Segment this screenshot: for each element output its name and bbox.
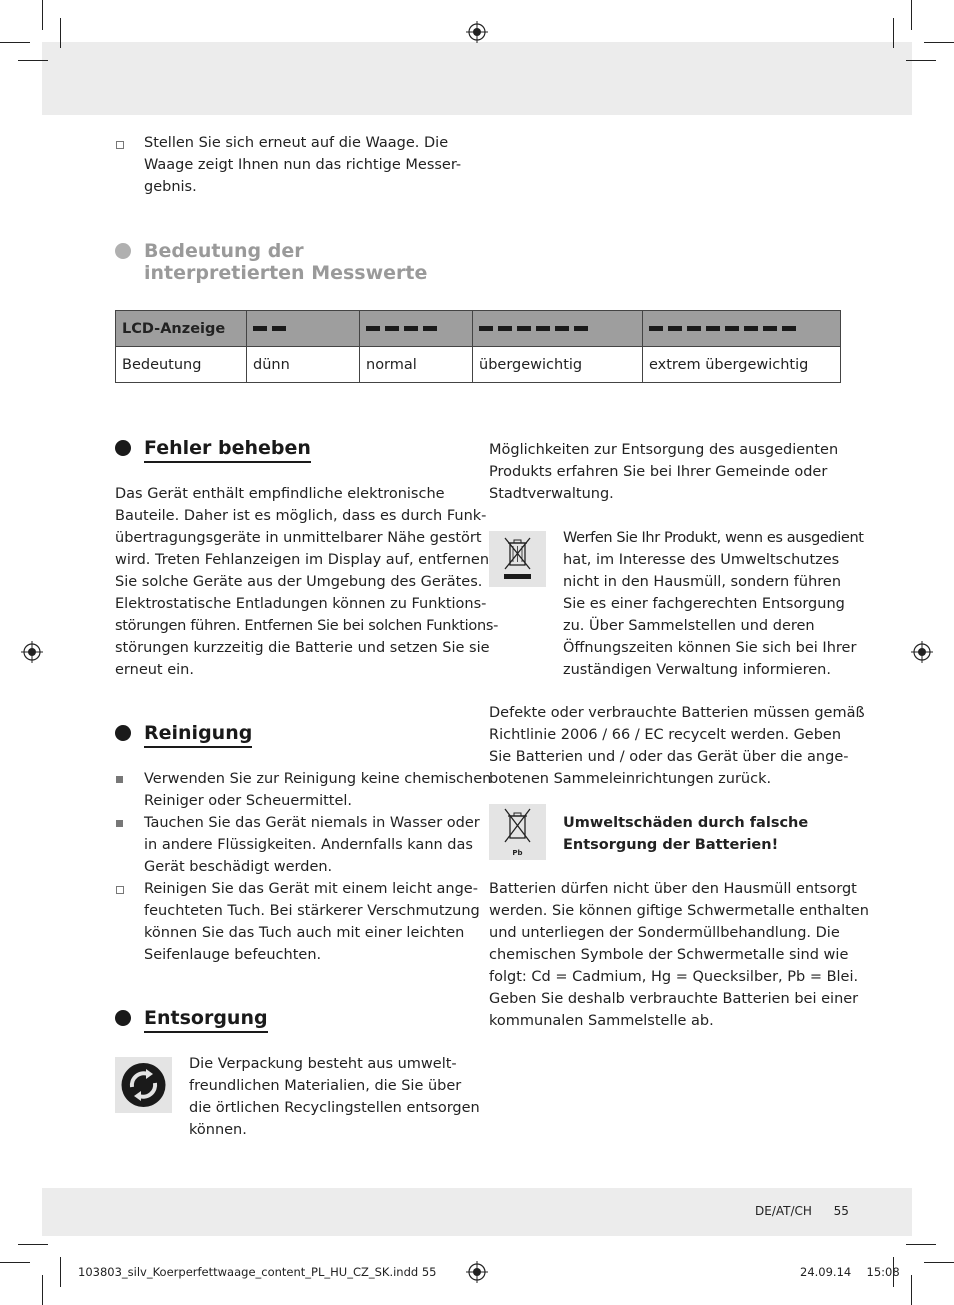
meaning-heading-line1: Bedeutung der: [144, 240, 304, 262]
cleaning-item-2: Tauchen Sie das Gerät niemals in Wasser oder in andere Flüssigkeiten. Andernfalls kann das Gerät beschädigt werden.: [144, 815, 480, 875]
battery-warning-text: Umweltschäden durch falsche Entsorgung der Batterien!: [563, 815, 809, 853]
header-band: [42, 42, 912, 115]
lcd-dashes-8: [643, 311, 841, 347]
registration-mark-bottom: [466, 1261, 488, 1283]
intro-item-text: Stellen Sie sich erneut auf die Waage. Die Waage zeigt Ihnen nun das richtige Messer- gebnis.: [144, 135, 462, 195]
errors-heading: Fehler beheben: [144, 436, 311, 463]
lcd-dashes-2: [247, 311, 360, 347]
registration-mark-top: [466, 21, 488, 43]
green-dot-recycling-icon: [115, 1057, 172, 1113]
lcd-segment-dash: [536, 326, 550, 331]
lcd-segment-dash: [555, 326, 569, 331]
lcd-segment-dash: [253, 326, 267, 331]
disposal-heading: Entsorgung: [144, 1006, 268, 1033]
lcd-value-row: [116, 347, 841, 383]
registration-mark-right: [911, 641, 933, 663]
filled-square-bullet-icon: [116, 820, 123, 827]
disposal-text: Die Verpackung besteht aus umwelt- freundlichen Materialien, die Sie über die örtlichen Recyclingstellen entsorgen können.: [189, 1056, 480, 1138]
battery-directive-text: Defekte oder verbrauchte Batterien müssen gemäß Richtlinie 2006 / 66 / EC recycelt werden. Geben Sie Batterien und / oder das Gerät über die ange- botenen Sammeleinrichtungen zurück.: [489, 705, 865, 787]
lcd-segment-dash: [706, 326, 720, 331]
lcd-segment-dash: [763, 326, 777, 331]
lcd-dashes-4: [360, 311, 473, 347]
lcd-segment-dash: [744, 326, 758, 331]
section-bullet-icon: [115, 1010, 131, 1026]
lcd-segment-dash: [649, 326, 663, 331]
section-bullet-icon: [115, 440, 131, 456]
lcd-segment-dash: [423, 326, 437, 331]
checkbox-bullet-icon: [116, 886, 124, 894]
print-date: 24.09.14: [800, 1265, 852, 1279]
lcd-dashes-6: [473, 311, 643, 347]
print-time: 15:08: [866, 1265, 900, 1279]
country-codes: DE/AT/CH: [755, 1204, 812, 1218]
checkbox-bullet-icon: [116, 141, 124, 149]
heavy-metals-text: Batterien dürfen nicht über den Hausmüll entsorgt werden. Sie können giftige Schwermetalle enthalten und unterliegen der Sondermüllbehandlung. Die chemischen Symbole der Schwermetalle sind wie folgt: Cd = Cadmium, Hg = Quecksilber, Pb = Blei. Geben Sie deshalb verbrauchte Batterien bei einer kommunalen Sammelstelle ab.: [489, 881, 869, 1029]
lcd-segment-dash: [687, 326, 701, 331]
section-bullet-icon: [115, 243, 131, 259]
lcd-value-normal: normal: [360, 347, 473, 383]
weee-text: Werfen Sie Ihr Produkt, wenn es ausgedient hat, im Interesse des Umweltschutzes nicht in den Hausmüll, sondern führen Sie es einer fachgerechten Entsorgung zu. Über Sammelstellen und deren Öffnungszeiten können Sie sich bei Ihrer zuständigen Verwaltung informieren.: [563, 530, 864, 678]
disposal-info-text: Möglichkeiten zur Entsorgung des ausgedienten Produkts erfahren Sie bei Ihrer Gemeinde oder Stadtverwaltung.: [489, 442, 839, 502]
battery-bin-symbol-box: [489, 804, 546, 860]
lcd-value-overweight: übergewichtig: [473, 347, 643, 383]
meaning-heading-line2: interpretierten Messwerte: [144, 262, 428, 284]
page-footer: [755, 1204, 849, 1218]
crossed-bin-icon: [489, 531, 546, 587]
crossed-battery-bin-icon: [489, 804, 546, 860]
weee-symbol-box: [489, 531, 546, 587]
cleaning-item-1: Verwenden Sie zur Reinigung keine chemischen Reiniger oder Scheuermittel.: [144, 771, 492, 809]
lcd-segment-dash: [404, 326, 418, 331]
print-timestamp: [800, 1265, 900, 1279]
lcd-segment-dash: [782, 326, 796, 331]
lcd-value-thin: dünn: [247, 347, 360, 383]
pb-label: Pb: [512, 849, 523, 857]
lcd-segment-dash: [366, 326, 380, 331]
lcd-row-label: Bedeutung: [116, 347, 247, 383]
lcd-segment-dash: [668, 326, 682, 331]
lcd-segment-dash: [479, 326, 493, 331]
filled-square-bullet-icon: [116, 776, 123, 783]
lcd-segment-dash: [385, 326, 399, 331]
section-bullet-icon: [115, 725, 131, 741]
lcd-segment-dash: [272, 326, 286, 331]
cleaning-item-3: Reinigen Sie das Gerät mit einem leicht ange- feuchteten Tuch. Bei stärkerer Verschmutzung können Sie das Tuch auch mit einer leichten Seifenlauge befeuchten.: [144, 881, 480, 963]
registration-mark-left: [21, 641, 43, 663]
file-info: 103803_silv_Koerperfettwaage_content_PL_HU_CZ_SK.indd 55: [78, 1265, 437, 1279]
errors-text: Das Gerät enthält empfindliche elektronische Bauteile. Daher ist es möglich, dass es durch Funk- übertragungsgeräte in unmittelbarer Nähe gestört wird. Treten Fehlanzeigen im Display auf, entfernen Sie solche Geräte aus der Umgebung des Gerätes. Elektrostatische Entladungen können zu Funktions- störungen führen. Entfernen Sie bei solchen Funktions- störungen kurzzeitig die Batterie und setzen Sie sie erneut ein.: [115, 486, 499, 678]
lcd-segment-dash: [498, 326, 512, 331]
lcd-header-cell: LCD-Anzeige: [116, 311, 247, 347]
cleaning-heading: Reinigung: [144, 721, 252, 748]
lcd-segment-dash: [574, 326, 588, 331]
lcd-meaning-table: [115, 310, 841, 383]
lcd-value-extreme: extrem übergewichtig: [643, 347, 841, 383]
lcd-segment-dash: [517, 326, 531, 331]
lcd-segment-dash: [725, 326, 739, 331]
page-number: 55: [833, 1204, 849, 1218]
recycling-symbol-box: [115, 1057, 172, 1113]
lcd-header-row: [116, 311, 841, 347]
